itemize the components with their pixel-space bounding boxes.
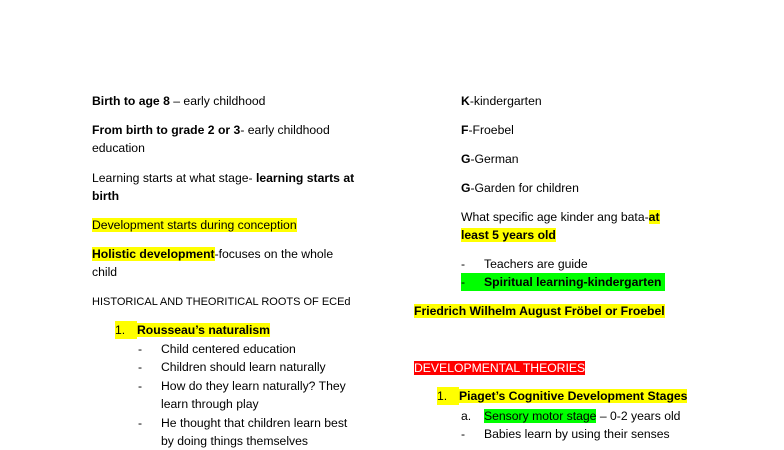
- bullet-babies-senses: [461, 425, 670, 443]
- highlight-development-conception: Development starts during conception: [92, 218, 297, 232]
- bullet-teachers-guide: [461, 255, 588, 273]
- sub-item-letter: a.: [461, 409, 472, 423]
- bullet-how-learn-cont: learn through play: [161, 397, 259, 411]
- acronym-letter: G: [461, 181, 471, 195]
- acronym-letter: F: [461, 123, 469, 137]
- definition-holistic: -focuses on the whole: [214, 247, 334, 261]
- acronym-letter: K: [461, 94, 470, 108]
- answer-learning-starts: learning starts at: [255, 171, 355, 185]
- paragraph-birth-to-age-8: [92, 92, 265, 110]
- bullet-dash: -: [138, 379, 143, 393]
- highlight-froebel-name: Friedrich Wilhelm August Fröbel or Froebel: [414, 304, 665, 318]
- paragraph-birth-to-grade: [92, 121, 330, 139]
- acronym-letter: G: [461, 152, 471, 166]
- answer-least-5-years: least 5 years old: [461, 228, 556, 242]
- bullet-text: Teachers are guide: [484, 257, 588, 271]
- acronym-f: [461, 121, 514, 139]
- item-rousseau-naturalism: Rousseau’s naturalism: [137, 323, 270, 337]
- bullet-learn-naturally: [138, 358, 326, 376]
- sub-item-sensory-motor: [461, 407, 680, 425]
- term-birth-to-age-8: Birth to age 8: [92, 94, 170, 108]
- highlight-developmental-theories: DEVELOPMENTAL THEORIES: [414, 361, 586, 375]
- list-number-1: 1.: [115, 321, 137, 339]
- answer-at: at: [648, 210, 660, 224]
- bullet-dash: -: [138, 342, 143, 356]
- list-item-piaget: [437, 387, 687, 405]
- acronym-meaning: -kindergarten: [469, 94, 542, 108]
- paragraph-holistic: [92, 245, 333, 263]
- highlight-sensory-motor: Sensory motor stage: [484, 409, 597, 423]
- acronym-meaning: -Froebel: [468, 123, 514, 137]
- question-learning-stage: Learning starts at what stage-: [92, 171, 256, 185]
- paragraph-learning-starts: [92, 169, 354, 187]
- paragraph-froebel-name: [414, 302, 665, 320]
- sensory-motor-age: – 0-2 years old: [596, 409, 681, 423]
- bullet-learn-best: [138, 414, 347, 432]
- item-piaget-stages: Piaget’s Cognitive Development Stages: [459, 389, 688, 403]
- bullet-dash: -: [461, 275, 466, 289]
- paragraph-holistic-cont: child: [92, 265, 118, 279]
- term-birth-to-grade: From birth to grade 2 or 3: [92, 123, 241, 137]
- bullet-text: Children should learn naturally: [161, 360, 326, 374]
- bullet-dash: -: [461, 427, 466, 441]
- bullet-text: Child centered education: [161, 342, 296, 356]
- bullet-text: How do they learn naturally? They: [161, 379, 346, 393]
- bullet-dash: -: [138, 416, 143, 430]
- acronym-k: [461, 92, 542, 110]
- term-holistic-development: Holistic development: [92, 247, 215, 261]
- bullet-text: Babies learn by using their senses: [484, 427, 670, 441]
- question-kinder-age: [461, 208, 660, 226]
- bullet-dash: -: [461, 257, 466, 271]
- definition-early-childhood: – early childhood: [169, 94, 266, 108]
- acronym-g-garden: [461, 179, 579, 197]
- list-number-1: 1.: [437, 387, 459, 405]
- paragraph-development-conception: [92, 216, 297, 234]
- bullet-text: Spiritual learning-kindergarten: [484, 275, 662, 289]
- bullet-text: He thought that children learn best: [161, 416, 348, 430]
- acronym-meaning: -Garden for children: [470, 181, 579, 195]
- bullet-how-learn: [138, 377, 346, 395]
- section-heading-historical-roots: HISTORICAL AND THEORITICAL ROOTS OF ECEd: [92, 296, 351, 308]
- bullet-dash: -: [138, 360, 143, 374]
- answer-kinder-age-cont: [461, 226, 556, 244]
- answer-learning-starts-cont: birth: [92, 189, 120, 203]
- question-text: What specific age kinder ang bata-: [461, 210, 649, 224]
- section-heading-developmental-theories: [414, 359, 585, 377]
- list-item-rousseau: [115, 321, 270, 339]
- bullet-learn-best-cont: by doing things themselves: [161, 434, 309, 448]
- bullet-child-centered: [138, 340, 296, 358]
- acronym-meaning: -German: [470, 152, 519, 166]
- acronym-g-german: [461, 150, 519, 168]
- paragraph-birth-to-grade-cont: education: [92, 141, 145, 155]
- definition-ece: - early childhood: [240, 123, 330, 137]
- bullet-spiritual-learning: [461, 273, 665, 291]
